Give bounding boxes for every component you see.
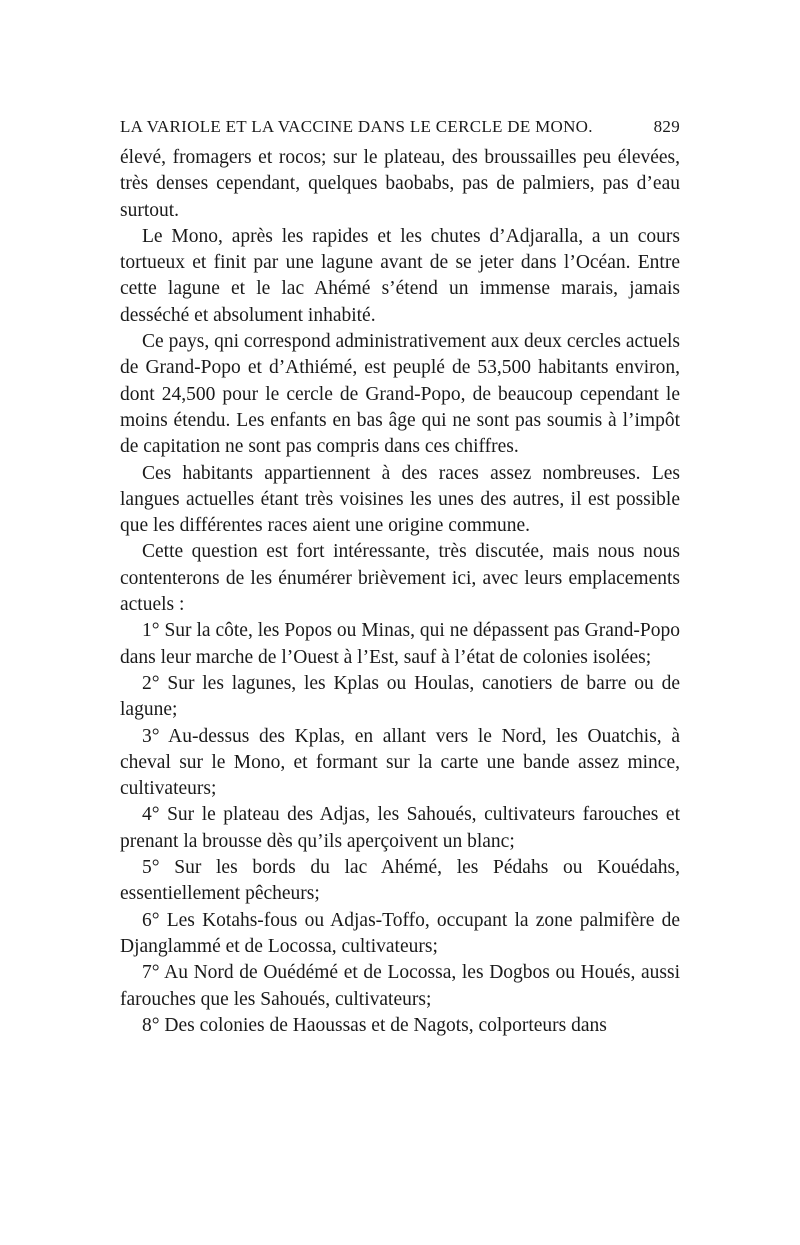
page-number: 829	[653, 117, 680, 136]
list-item-5: 5° Sur les bords du lac Ahémé, les Pédahs ou Kouédahs, essentiellement pêcheurs;	[120, 857, 680, 905]
running-header	[120, 117, 680, 141]
paragraph-mono-river: Le Mono, après les rapides et les chutes d’Adjaralla, a un cours tortueux et finit par une lagune avant de se jeter dans l’Océan. Entre cette lagune et le lac Ahémé s’étend un immense marais, jamais desséché et absolument inhabité.	[120, 225, 680, 326]
list-item-6: 6° Les Kotahs-fous ou Adjas-Toffo, occupant la zone palmifère de Djanglammé et de Locossa, cultivateurs;	[120, 909, 680, 957]
running-header-title: LA VARIOLE ET LA VACCINE DANS LE CERCLE DE MONO.	[120, 117, 593, 136]
body-text	[120, 145, 680, 1039]
paragraph-continuation: élevé, fromagers et rocos; sur le plateau, des broussailles peu élevées, très denses cependant, quelques baobabs, pas de palmiers, pas d’eau surtout.	[120, 147, 680, 221]
list-item-8: 8° Des colonies de Haoussas et de Nagots, colporteurs dans	[142, 1014, 607, 1036]
list-item-1: 1° Sur la côte, les Popos ou Minas, qui ne dépassent pas Grand-Popo dans leur marche de l’Ouest à l’Est, sauf à l’état de colonies isolées;	[120, 620, 680, 668]
list-item-3: 3° Au-dessus des Kplas, en allant vers le Nord, les Ouatchis, à cheval sur le Mono, et formant sur la carte une bande assez mince, cultivateurs;	[120, 725, 680, 800]
paragraph-question: Cette question est fort intéressante, très discutée, mais nous nous contenterons de les énumérer brièvement ici, avec leurs emplacements actuels :	[120, 541, 680, 616]
list-item-4: 4° Sur le plateau des Adjas, les Sahoués, cultivateurs farouches et prenant la brousse dès qu’ils aperçoivent un blanc;	[120, 804, 680, 852]
paragraph-races: Ces habitants appartiennent à des races assez nombreuses. Les langues actuelles étant très voisines les unes des autres, il est possible que les différentes races aient une origine commune.	[120, 462, 680, 537]
paragraph-population: Ce pays, qni correspond administrativement aux deux cercles actuels de Grand-Popo et d’Athiémé, est peuplé de 53,500 habitants environ, dont 24,500 pour le cercle de Grand-Popo, de beaucoup cependant le moins étendu. Les enfants en bas âge qui ne sont pas soumis à l’impôt de capitation ne sont pas compris dans ces chiffres.	[120, 331, 680, 458]
list-item-2: 2° Sur les lagunes, les Kplas ou Houlas, canotiers de barre ou de lagune;	[120, 672, 680, 721]
list-item-7: 7° Au Nord de Ouédémé et de Locossa, les Dogbos ou Houés, aussi farouches que les Sahoués, cultivateurs;	[120, 962, 680, 1010]
